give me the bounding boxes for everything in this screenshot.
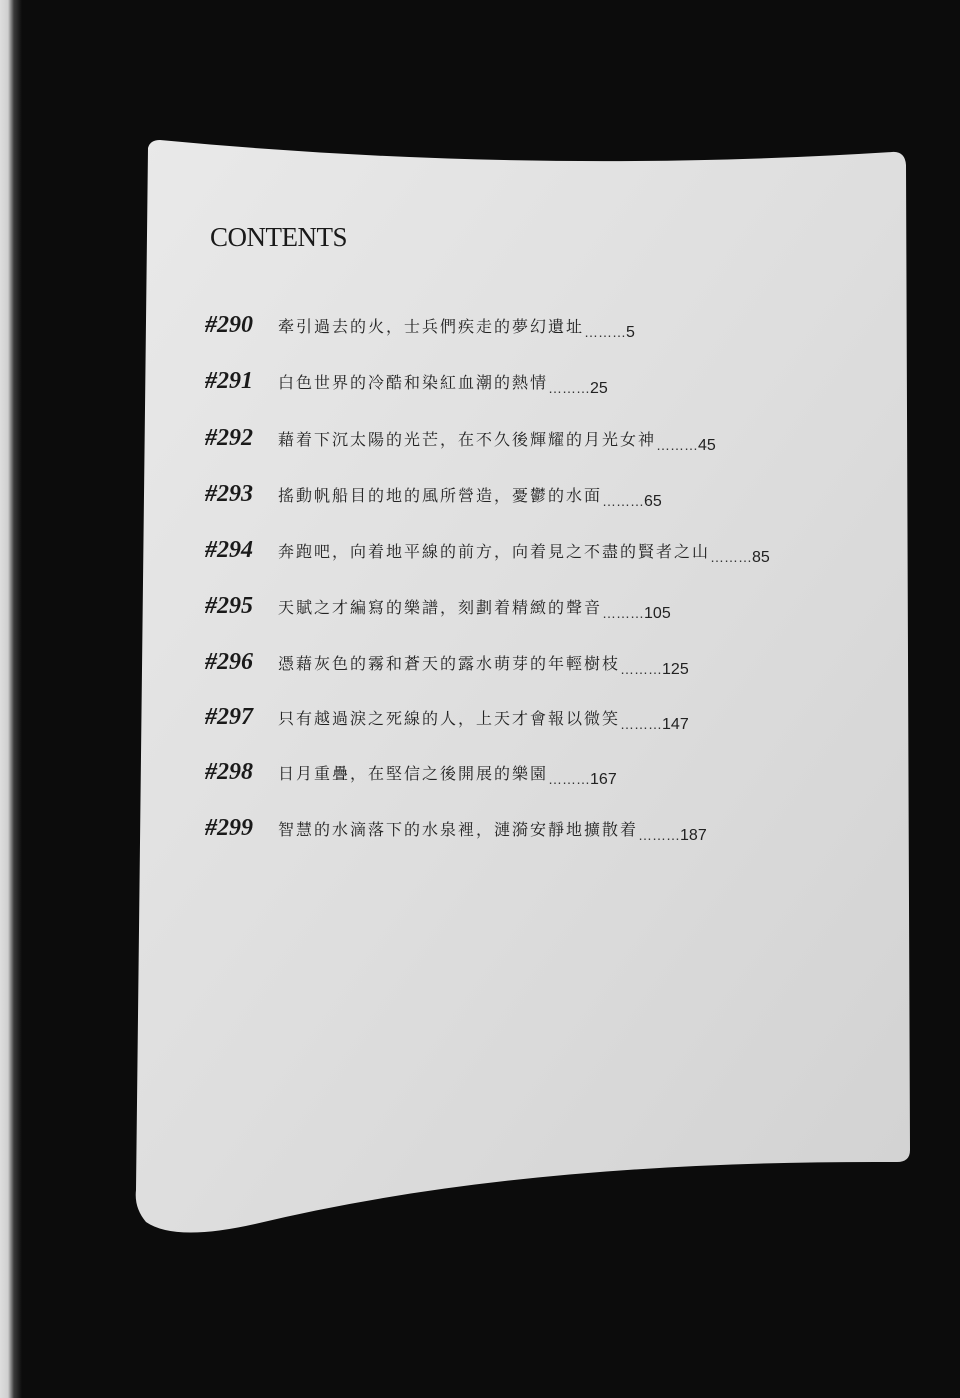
leader-dots: ……… bbox=[710, 549, 753, 565]
page-number: 5 bbox=[626, 324, 635, 341]
chapter-number: #294 bbox=[205, 537, 253, 563]
leader-dots: ……… bbox=[638, 827, 681, 843]
chapter-number: #293 bbox=[205, 481, 253, 507]
toc-entry-295 bbox=[205, 593, 671, 633]
chapter-title: 天賦之才編寫的樂譜，刻劃着精緻的聲音 bbox=[278, 598, 603, 617]
chapter-title: 白色世界的冷酷和染紅血潮的熱情 bbox=[278, 373, 549, 392]
chapter-title: 智慧的水滴落下的水泉裡，漣漪安靜地擴散着 bbox=[278, 820, 639, 839]
chapter-number: #297 bbox=[205, 704, 253, 730]
page-number: 25 bbox=[590, 380, 608, 397]
page-number: 167 bbox=[590, 771, 617, 788]
chapter-number: #290 bbox=[205, 312, 253, 338]
toc-entry-296 bbox=[205, 649, 689, 689]
leader-dots: ……… bbox=[548, 771, 591, 787]
page-number: 147 bbox=[662, 716, 689, 733]
chapter-number: #296 bbox=[205, 649, 253, 675]
page-number: 65 bbox=[644, 493, 662, 510]
page-number: 45 bbox=[698, 437, 716, 454]
chapter-number: #298 bbox=[205, 759, 253, 785]
chapter-number: #291 bbox=[205, 368, 253, 394]
toc-entry-292 bbox=[205, 425, 716, 465]
chapter-title: 搖動帆船目的地的風所營造，憂鬱的水面 bbox=[278, 486, 603, 505]
chapter-title: 藉着下沉太陽的光芒，在不久後輝耀的月光女神 bbox=[278, 430, 657, 449]
leader-dots: ……… bbox=[584, 324, 627, 340]
leader-dots: ……… bbox=[620, 716, 663, 732]
chapter-title: 只有越過淚之死線的人，上天才會報以微笑 bbox=[278, 709, 621, 728]
leader-dots: ……… bbox=[548, 380, 591, 396]
chapter-number: #292 bbox=[205, 425, 253, 451]
contents-heading: CONTENTS bbox=[210, 222, 347, 252]
page-number: 85 bbox=[752, 549, 770, 566]
toc-entry-291 bbox=[205, 368, 608, 408]
chapter-number: #299 bbox=[205, 815, 253, 841]
contents-page bbox=[140, 140, 910, 1240]
chapter-title: 日月重疊，在堅信之後開展的樂園 bbox=[278, 764, 549, 783]
toc-entry-299 bbox=[205, 815, 707, 855]
chapter-title: 憑藉灰色的霧和蒼天的露水萌芽的年輕樹枝 bbox=[278, 654, 621, 673]
leader-dots: ……… bbox=[656, 437, 699, 453]
toc-entry-298 bbox=[205, 759, 617, 799]
leader-dots: ……… bbox=[602, 493, 645, 509]
chapter-number: #295 bbox=[205, 593, 253, 619]
chapter-title: 奔跑吧，向着地平線的前方，向着見之不盡的賢者之山 bbox=[278, 542, 711, 561]
toc-entry-294 bbox=[205, 537, 770, 577]
leader-dots: ……… bbox=[620, 661, 663, 677]
toc-entry-293 bbox=[205, 481, 662, 521]
page-number: 105 bbox=[644, 605, 671, 622]
page-number: 187 bbox=[680, 827, 707, 844]
leader-dots: ……… bbox=[602, 605, 645, 621]
toc-entry-297 bbox=[205, 704, 689, 744]
chapter-title: 牽引過去的火，士兵們疾走的夢幻遺址 bbox=[278, 317, 585, 336]
toc-entry-290 bbox=[205, 312, 635, 352]
page-number: 125 bbox=[662, 661, 689, 678]
